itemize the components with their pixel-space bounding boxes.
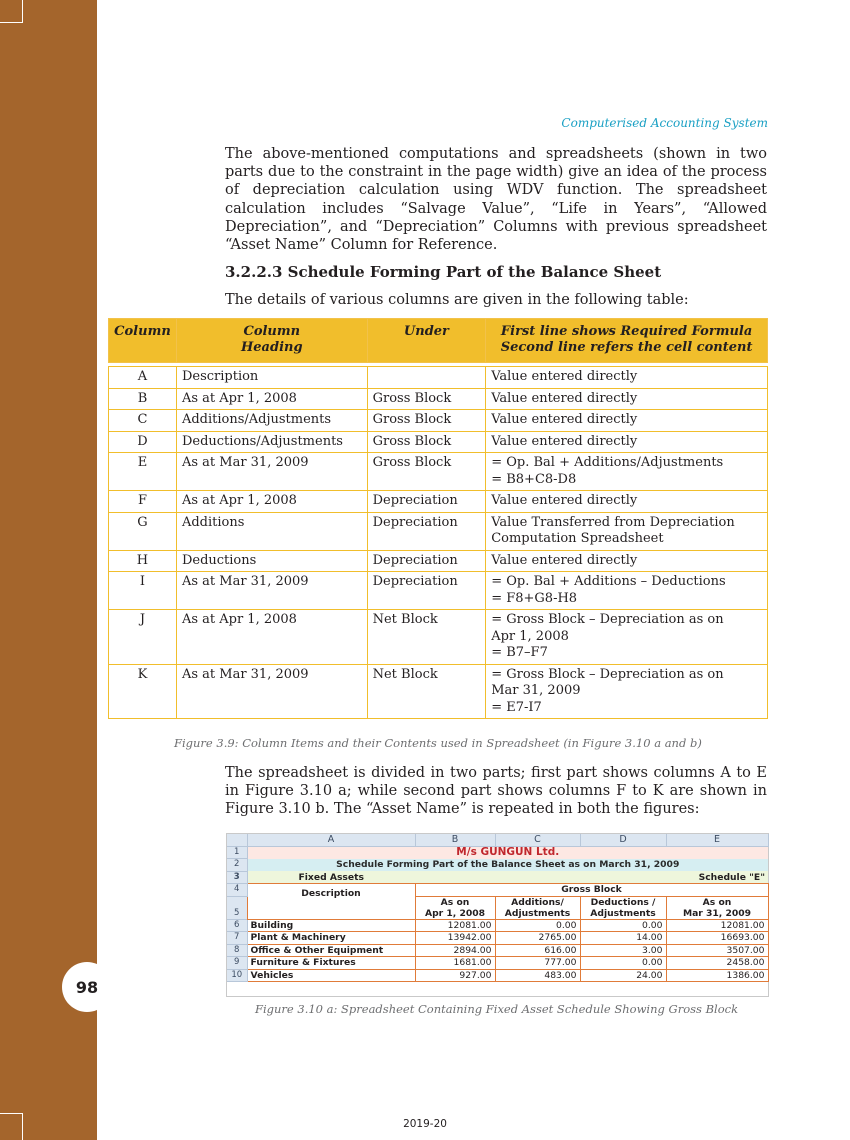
crop-mark-top [0, 0, 23, 23]
value-cell[interactable]: 12081.00 [666, 919, 768, 932]
row-number[interactable]: 4 [227, 884, 247, 897]
column-letter[interactable]: C [495, 834, 580, 846]
company-name-cell[interactable]: M/s GUNGUN Ltd. [247, 846, 768, 859]
column-heading-cell: As at Apr 1, 2008 [176, 491, 367, 513]
asset-name-cell[interactable]: Plant & Machinery [247, 932, 415, 945]
column-heading-cell: Description [176, 367, 367, 389]
sheet-row [227, 884, 768, 897]
under-cell: Gross Block [367, 453, 486, 491]
value-cell[interactable]: 0.00 [495, 919, 580, 932]
column-letter[interactable]: A [247, 834, 415, 846]
asset-name-cell[interactable]: Vehicles [247, 969, 415, 982]
column-heading-cell: As at Mar 31, 2009 [176, 453, 367, 491]
table-row [109, 664, 768, 719]
under-cell: Net Block [367, 664, 486, 719]
fixed-assets-cell[interactable]: Fixed Assets [247, 871, 415, 884]
under-cell: Depreciation [367, 572, 486, 610]
value-cell[interactable]: 616.00 [495, 944, 580, 957]
column-letter-cell: F [109, 491, 177, 513]
value-cell[interactable]: 2458.00 [666, 957, 768, 970]
formula-cell: Value entered directly [486, 550, 768, 572]
value-cell[interactable]: 1681.00 [415, 957, 495, 970]
asset-name-cell[interactable]: Building [247, 919, 415, 932]
value-cell[interactable]: 483.00 [495, 969, 580, 982]
schedule-title-cell[interactable]: Schedule Forming Part of the Balance Sheet as on March 31, 2009 [247, 859, 768, 872]
column-heading-cell: As at Mar 31, 2009 [176, 664, 367, 719]
formula-cell: Value entered directly [486, 410, 768, 432]
spreadsheet-grid [227, 834, 769, 982]
column-letter-cell: I [109, 572, 177, 610]
row-number[interactable]: 6 [227, 919, 247, 932]
formula-cell: Value entered directly [486, 491, 768, 513]
column-heading-cell: Deductions/Adjustments [176, 431, 367, 453]
paragraph-table-intro: The details of various columns are given in the following table: [225, 292, 689, 308]
formula-cell: Value entered directly [486, 367, 768, 389]
value-cell[interactable]: 3507.00 [666, 944, 768, 957]
header-as-on-apr[interactable]: As on Apr 1, 2008 [415, 896, 495, 919]
sheet-row [227, 871, 768, 884]
paragraph-intro: The above-mentioned computations and spreadsheets (shown in two parts due to the constraint in the page width) give an idea of the process of depreciation calculation using WDV function. The spreadsheet calculation includes “Salvage Value”, “Life in Years”, “Allowed Depreciation”, and “Depreciation” Columns with previous spreadsheet “Asset Name” Column for Reference. [225, 146, 767, 254]
header-column-heading: Column Heading [176, 319, 367, 363]
column-letter-cell: G [109, 512, 177, 550]
row-number[interactable]: 5 [227, 896, 247, 919]
row-number[interactable]: 2 [227, 859, 247, 872]
figure-caption-3-10a: Figure 3.10 a: Spreadsheet Containing Fixed Asset Schedule Showing Gross Block [255, 1002, 739, 1016]
section-heading: 3.2.2.3 Schedule Forming Part of the Balance Sheet [225, 263, 662, 281]
sheet-row [227, 957, 768, 970]
row-number[interactable]: 9 [227, 957, 247, 970]
column-heading-cell: Additions [176, 512, 367, 550]
column-letter-cell: K [109, 664, 177, 719]
table-row [109, 431, 768, 453]
value-cell[interactable]: 2765.00 [495, 932, 580, 945]
column-letter-cell: D [109, 431, 177, 453]
paragraph-spreadsheet: The spreadsheet is divided in two parts; first part shows columns A to E in Figure 3.10 a; while second part shows columns F to K are shown in Figure 3.10 b. The “Asset Name” is repeated in both the figures: [225, 765, 767, 818]
footer-year: 2019-20 [403, 1118, 447, 1130]
formula-cell: Value Transferred from Depreciation Computation Spreadsheet [486, 512, 768, 550]
under-cell: Net Block [367, 610, 486, 665]
formula-cell: = Op. Bal + Additions/Adjustments = B8+C8-D8 [486, 453, 768, 491]
table-row [109, 367, 768, 389]
header-formula: First line shows Required Formula Second line refers the cell content [486, 319, 768, 363]
column-heading-cell: As at Mar 31, 2009 [176, 572, 367, 610]
sheet-row [227, 932, 768, 945]
value-cell[interactable]: 0.00 [580, 957, 666, 970]
column-letter-cell: J [109, 610, 177, 665]
table-row [109, 610, 768, 665]
asset-name-cell[interactable]: Furniture & Fixtures [247, 957, 415, 970]
table-row [109, 453, 768, 491]
table-row [109, 410, 768, 432]
formula-cell: = Gross Block – Depreciation as on Mar 31, 2009 = E7-I7 [486, 664, 768, 719]
column-letter-cell: H [109, 550, 177, 572]
value-cell[interactable]: 12081.00 [415, 919, 495, 932]
column-heading-cell: Additions/Adjustments [176, 410, 367, 432]
sheet-row [227, 859, 768, 872]
column-letter-row [227, 834, 768, 846]
sheet-row [227, 969, 768, 982]
column-letter-cell: A [109, 367, 177, 389]
header-column: Column [109, 319, 177, 363]
column-heading-cell: Deductions [176, 550, 367, 572]
header-under: Under [367, 319, 486, 363]
table-row [109, 491, 768, 513]
column-heading-cell: As at Apr 1, 2008 [176, 610, 367, 665]
asset-name-cell[interactable]: Office & Other Equipment [247, 944, 415, 957]
running-head: Computerised Accounting System [561, 116, 768, 130]
formula-cell: Value entered directly [486, 431, 768, 453]
value-cell[interactable]: 777.00 [495, 957, 580, 970]
column-letter-cell: C [109, 410, 177, 432]
under-cell: Gross Block [367, 410, 486, 432]
row-number[interactable]: 3 [227, 871, 247, 884]
formula-cell: = Gross Block – Depreciation as on Apr 1, 2008 = B7–F7 [486, 610, 768, 665]
value-cell[interactable]: 14.00 [580, 932, 666, 945]
row-number[interactable]: 7 [227, 932, 247, 945]
under-cell: Gross Block [367, 388, 486, 410]
value-cell[interactable]: 24.00 [580, 969, 666, 982]
gross-block-header-cell[interactable]: Gross Block [415, 884, 768, 897]
formula-cell: = Op. Bal + Additions – Deductions = F8+G8-H8 [486, 572, 768, 610]
under-cell [367, 367, 486, 389]
figure-caption-3-9: Figure 3.9: Column Items and their Contents used in Spreadsheet (in Figure 3.10 a and b) [174, 736, 702, 750]
header-deductions[interactable]: Deductions / Adjustments [580, 896, 666, 919]
spreadsheet-figure [226, 833, 769, 997]
column-letter-cell: E [109, 453, 177, 491]
value-cell[interactable]: 927.00 [415, 969, 495, 982]
table-row [109, 512, 768, 550]
column-letter[interactable]: B [415, 834, 495, 846]
under-cell: Depreciation [367, 491, 486, 513]
under-cell: Depreciation [367, 550, 486, 572]
value-cell[interactable]: 13942.00 [415, 932, 495, 945]
column-letter[interactable]: E [666, 834, 768, 846]
table-row [109, 550, 768, 572]
value-cell[interactable]: 16693.00 [666, 932, 768, 945]
page-number: 98 [62, 962, 112, 1012]
under-cell: Depreciation [367, 512, 486, 550]
row-number[interactable]: 10 [227, 969, 247, 982]
value-cell[interactable]: 0.00 [580, 919, 666, 932]
sheet-row [227, 919, 768, 932]
description-header-cell[interactable]: Description [247, 884, 415, 920]
formula-cell: Value entered directly [486, 388, 768, 410]
sheet-row [227, 944, 768, 957]
under-cell: Gross Block [367, 431, 486, 453]
empty-cell[interactable] [415, 871, 666, 884]
row-number[interactable]: 8 [227, 944, 247, 957]
table-row [109, 572, 768, 610]
value-cell[interactable]: 1386.00 [666, 969, 768, 982]
column-letter-cell: B [109, 388, 177, 410]
schedule-label-cell[interactable]: Schedule "E" [666, 871, 768, 884]
column-letter[interactable]: D [580, 834, 666, 846]
table-header-row [109, 319, 768, 363]
value-cell[interactable]: 3.00 [580, 944, 666, 957]
column-details-table [108, 318, 768, 719]
select-all-corner[interactable] [227, 834, 247, 846]
value-cell[interactable]: 2894.00 [415, 944, 495, 957]
sheet-row [227, 846, 768, 859]
table-row [109, 388, 768, 410]
row-number[interactable]: 1 [227, 846, 247, 859]
header-additions[interactable]: Additions/ Adjustments [495, 896, 580, 919]
header-as-on-mar[interactable]: As on Mar 31, 2009 [666, 896, 768, 919]
column-heading-cell: As at Apr 1, 2008 [176, 388, 367, 410]
